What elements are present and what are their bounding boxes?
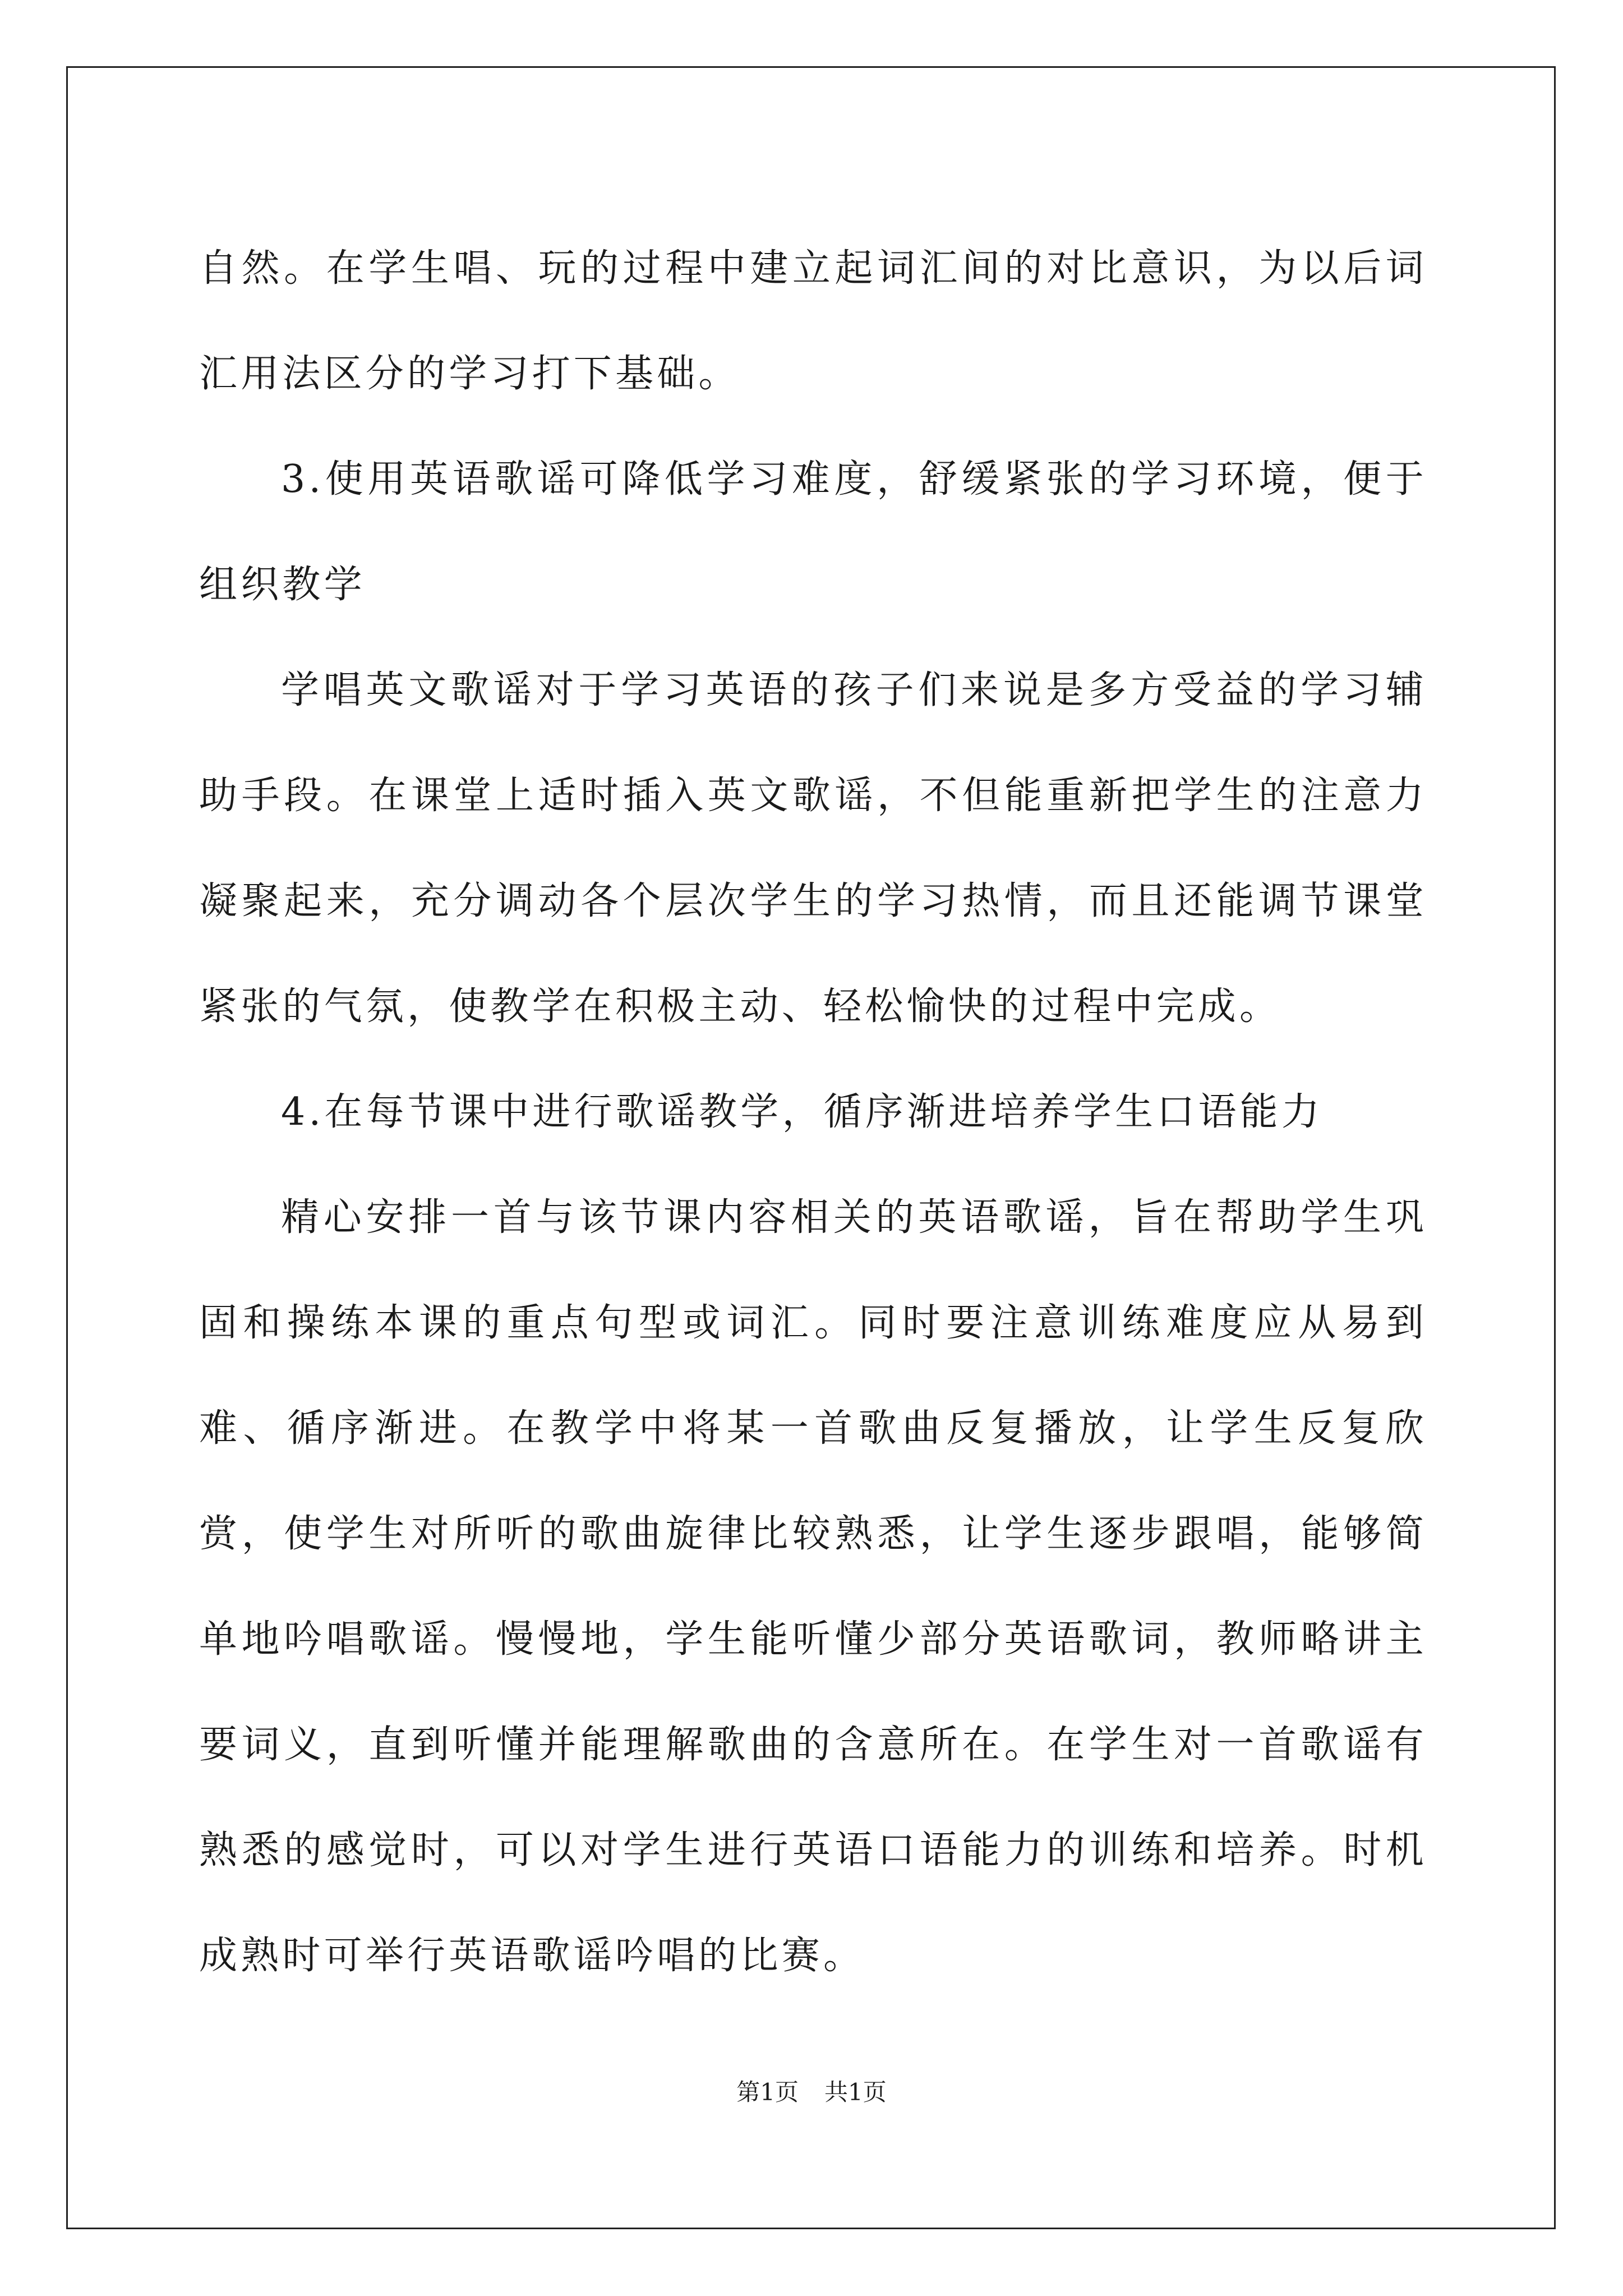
document-body	[199, 216, 1427, 2009]
paragraph: 自然。在学生唱、玩的过程中建立起词汇间的对比意识，为以后词汇用法区分的学习打下基础。	[199, 246, 1427, 396]
paragraph: 学唱英文歌谣对于学习英语的孩子们来说是多方受益的学习辅助手段。在课堂上适时插入英文歌谣，不但能重新把学生的注意力凝聚起来，充分调动各个层次学生的学习热情，而且还能调节课堂紧张的气氛，使教学在积极主动、轻松愉快的过程中完成。	[199, 668, 1427, 1029]
paragraph: 精心安排一首与该节课内容相关的英语歌谣，旨在帮助学生巩固和操练本课的重点句型或词汇。同时要注意训练难度应从易到难、循序渐进。在教学中将某一首歌曲反复播放，让学生反复欣赏，使学生对所听的歌曲旋律比较熟悉，让学生逐步跟唱，能够简单地吟唱歌谣。慢慢地，学生能听懂少部分英语歌词，教师略讲主要词义，直到听懂并能理解歌曲的含意所在。在学生对一首歌谣有熟悉的感觉时，可以对学生进行英语口语能力的训练和培养。时机成熟时可举行英语歌谣吟唱的比赛。	[199, 1195, 1427, 1978]
section-heading: 4.在每节课中进行歌谣教学，循序渐进培养学生口语能力	[281, 1090, 1324, 1134]
section-heading: 3.使用英语歌谣可降低学习难度，舒缓紧张的学习环境，便于组织教学	[199, 457, 1427, 607]
page-number: 第1页	[736, 2078, 799, 2106]
page-total: 共1页	[824, 2078, 887, 2106]
page-footer	[0, 2076, 1623, 2109]
